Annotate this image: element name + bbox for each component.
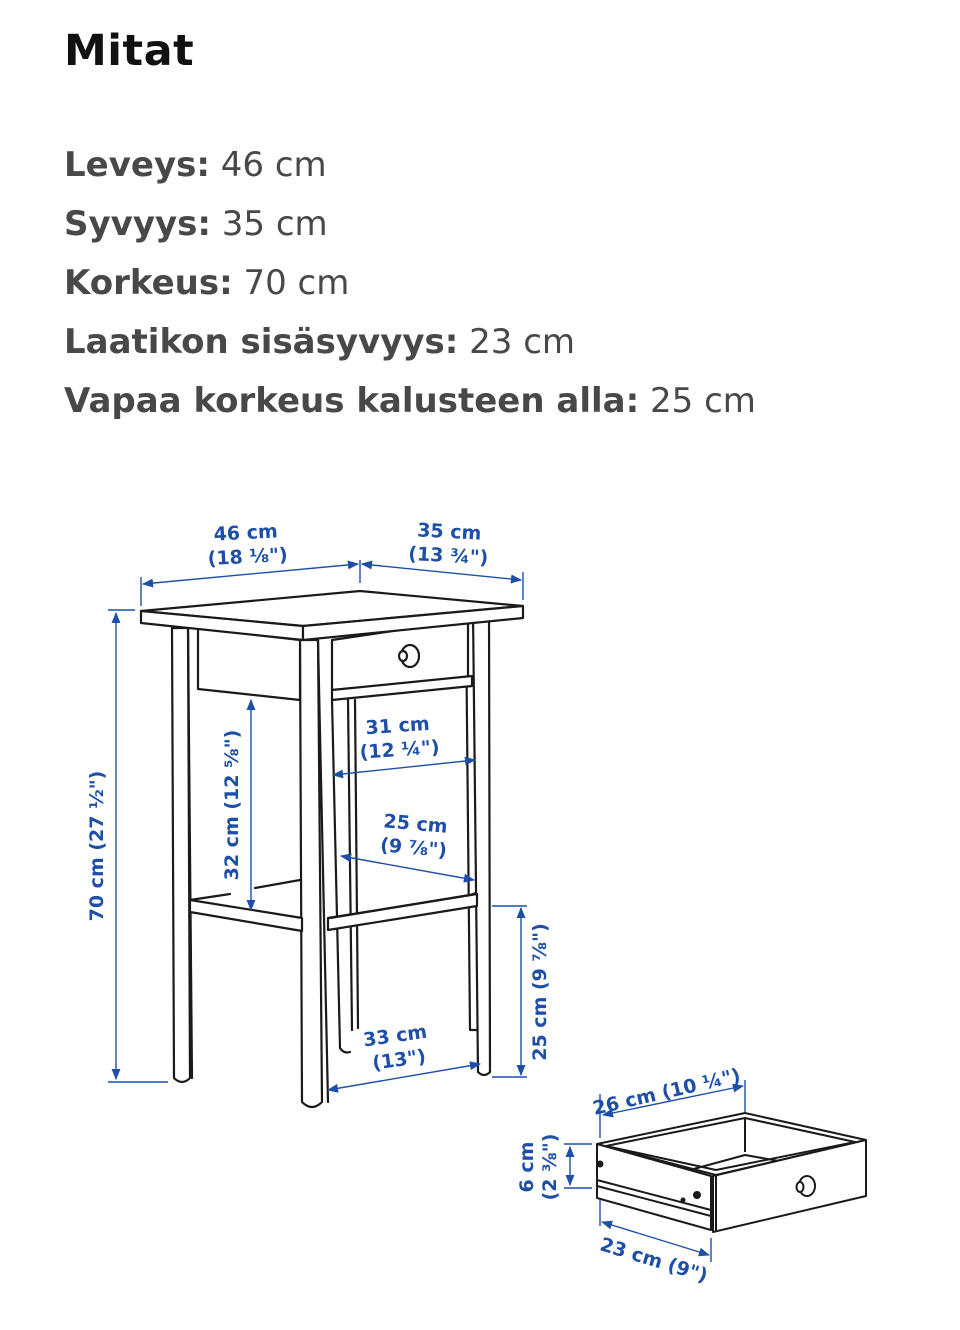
spec-label: Leveys: [64, 145, 210, 185]
inner-width-top-inch-label: (12 ¼") [358, 736, 441, 764]
nightstand-illustration [141, 591, 523, 1107]
spec-value: 25 cm [650, 381, 756, 421]
spec-label: Korkeus: [64, 263, 233, 303]
leg-span-cm-label: 33 cm [361, 1020, 429, 1052]
spec-label: Vapaa korkeus kalusteen alla: [64, 381, 640, 421]
inner-width-shelf-cm-label: 25 cm [382, 810, 449, 838]
depth-cm-label: 35 cm [416, 519, 482, 545]
drawer-illustration [597, 1113, 866, 1232]
spec-label: Laatikon sisäsyvyys: [64, 322, 459, 362]
clearance-label: 25 cm (9 ⅞") [529, 923, 551, 1061]
inner-width-shelf-inch-label: (9 ⅞") [379, 834, 448, 862]
leg-span-inch-label: (13") [371, 1045, 428, 1075]
spec-value: 46 cm [220, 145, 327, 185]
depth-inch-label: (13 ¾") [407, 542, 489, 570]
height-label: 70 cm (27 ½") [86, 770, 108, 922]
inner-width-top-cm-label: 31 cm [364, 712, 431, 740]
spec-value: 35 cm [221, 204, 328, 244]
page-title: Mitat [64, 26, 195, 76]
drawer-depth-label: 23 cm (9") [597, 1233, 711, 1288]
drawer-height-inch-label: (2 ⅜") [539, 1133, 561, 1201]
drawer-height-cm-label: 6 cm [516, 1141, 538, 1193]
shelf-gap-label: 32 cm (12 ⅝") [221, 729, 243, 881]
spec-value: 23 cm [469, 322, 576, 362]
spec-value: 70 cm [243, 263, 350, 303]
spec-label: Syvyys: [64, 204, 211, 244]
width-inch-label: (18 ⅛") [207, 543, 289, 571]
width-cm-label: 46 cm [213, 520, 279, 546]
drawer-width-label: 26 cm (10 ¼") [590, 1064, 743, 1120]
